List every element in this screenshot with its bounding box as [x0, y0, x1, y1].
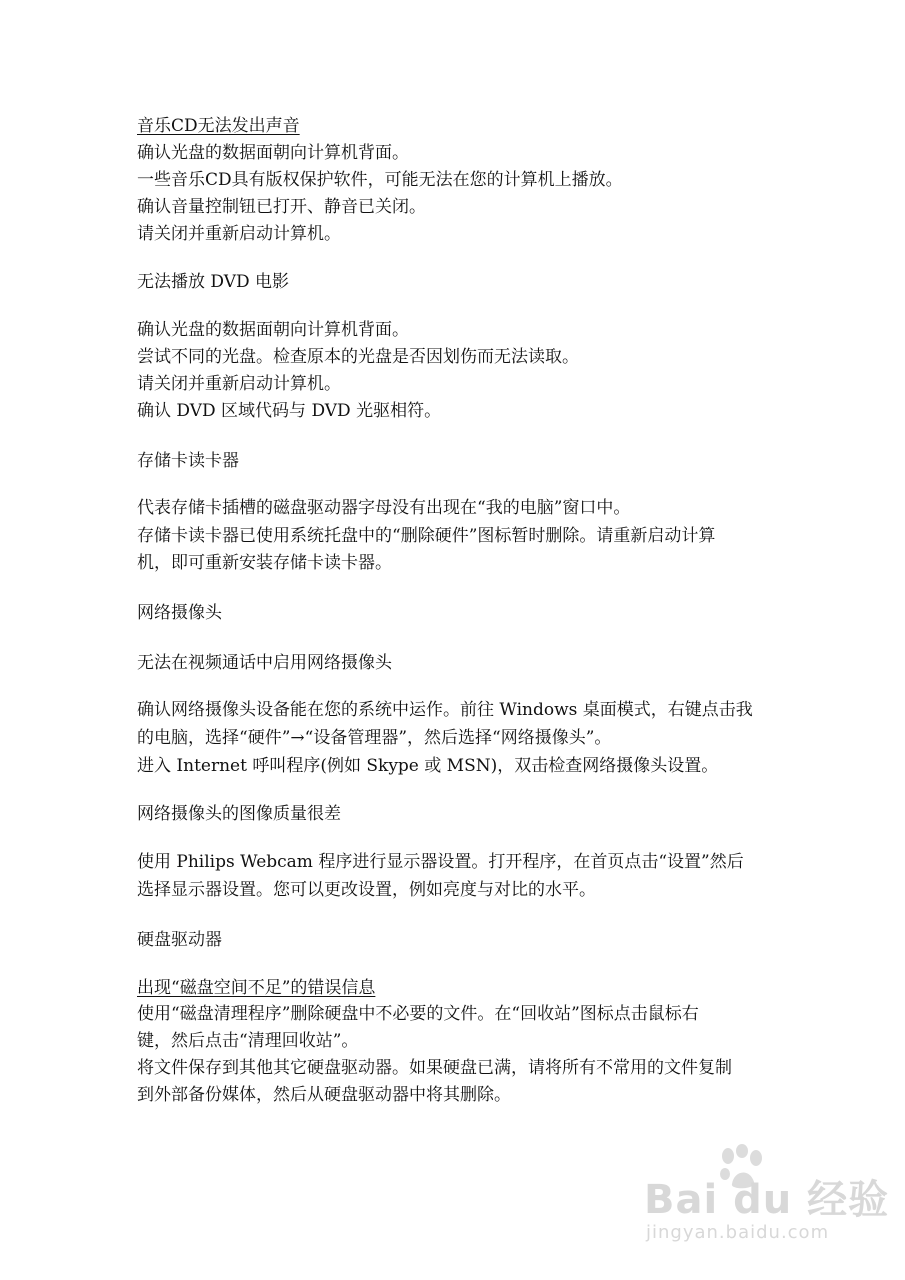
body-line: 尝试不同的光盘。检查原本的光盘是否因划伤而无法读取。	[137, 347, 579, 367]
body-line: 请关闭并重新启动计算机。	[137, 374, 341, 394]
section-title-dvd: 无法播放 DVD 电影	[137, 272, 290, 292]
section-title-webcam-quality: 网络摄像头的图像质量很差	[137, 804, 341, 824]
body-line: 出现“磁盘空间不足”的错误信息	[137, 978, 376, 998]
body-line: 使用“磁盘清理程序”删除硬盘中不必要的文件。在“回收站”图标点击鼠标右	[137, 1004, 699, 1024]
body-line: 确认 DVD 区域代码与 DVD 光驱相符。	[137, 401, 442, 421]
body-line: 将文件保存到其他其它硬盘驱动器。如果硬盘已满，请将所有不常用的文件复制	[137, 1058, 732, 1078]
section-title-webcam-video-call: 无法在视频通话中启用网络摄像头	[137, 653, 392, 673]
watermark-brand: Bai du 经验	[644, 1177, 890, 1223]
body-line: 键，然后点击“清理回收站”。	[137, 1031, 359, 1051]
body-line: 选择显示器设置。您可以更改设置，例如亮度与对比的水平。	[137, 880, 596, 900]
body-line: 存储卡读卡器已使用系统托盘中的“删除硬件”图标暂时删除。请重新启动计算	[137, 526, 716, 546]
body-line: 使用 Philips Webcam 程序进行显示器设置。打开程序，在首页点击“设置”然后	[137, 852, 744, 872]
section-title-card-reader: 存储卡读卡器	[137, 451, 239, 471]
watermark-url: jingyan.baidu.com	[646, 1222, 830, 1243]
body-line: 确认网络摄像头设备能在您的系统中运作。前往 Windows 桌面模式，右键点击我	[137, 700, 753, 720]
body-line: 机，即可重新安装存储卡读卡器。	[137, 553, 392, 573]
body-line: 代表存储卡插槽的磁盘驱动器字母没有出现在“我的电脑”窗口中。	[137, 498, 631, 518]
baidu-jingyan-watermark	[640, 1138, 890, 1258]
body-line: 到外部备份媒体，然后从硬盘驱动器中将其删除。	[137, 1085, 511, 1105]
body-line: 确认光盘的数据面朝向计算机背面。	[137, 320, 409, 340]
body-line: 的电脑，选择“硬件”→“设备管理器”，然后选择“网络摄像头”。	[137, 728, 612, 748]
body-line: 请关闭并重新启动计算机。	[137, 224, 341, 244]
body-line: 确认光盘的数据面朝向计算机背面。	[137, 143, 409, 163]
section-title-music-cd: 音乐CD无法发出声音	[137, 116, 300, 136]
body-line: 一些音乐CD具有版权保护软件，可能无法在您的计算机上播放。	[137, 170, 623, 190]
section-title-hard-drive: 硬盘驱动器	[137, 930, 222, 950]
body-line: 进入 Internet 呼叫程序(例如 Skype 或 MSN)，双击检查网络摄像头设置。	[137, 756, 719, 776]
body-line: 确认音量控制钮已打开、静音已关闭。	[137, 197, 426, 217]
section-title-webcam: 网络摄像头	[137, 603, 222, 623]
